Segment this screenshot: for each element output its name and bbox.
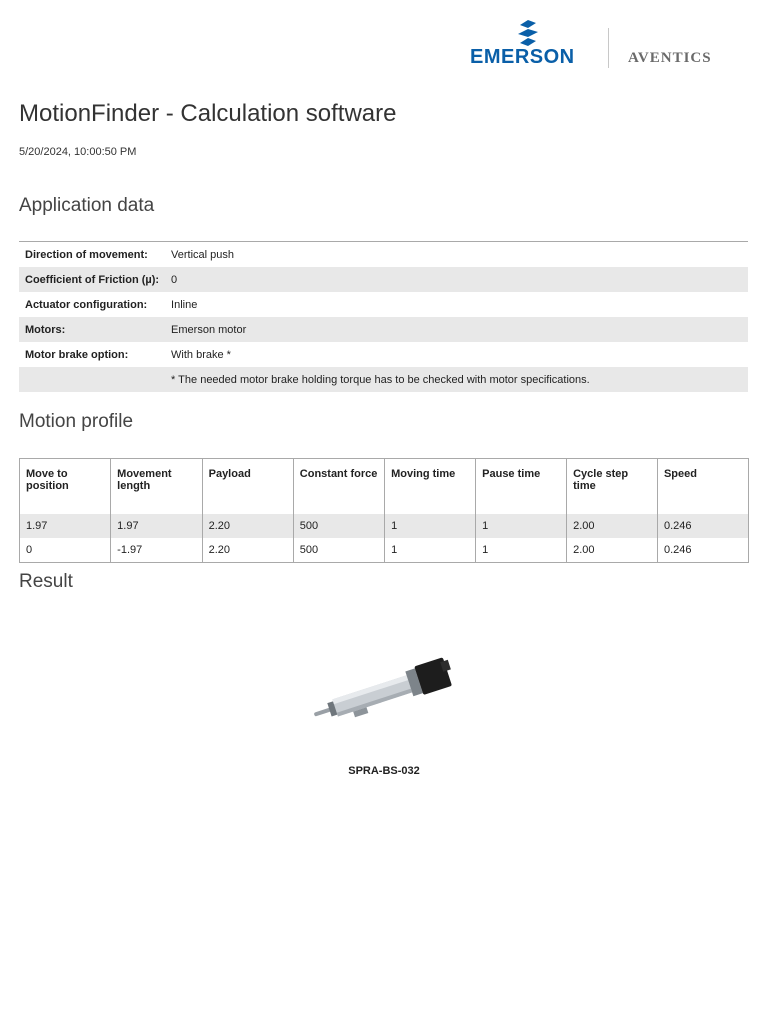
- row-value: Inline: [171, 298, 198, 311]
- column-header: Movement length: [111, 459, 202, 515]
- table-cell: 1: [385, 514, 476, 538]
- row-label: Direction of movement:: [25, 248, 148, 261]
- column-header: Speed: [657, 459, 748, 515]
- table-cell: 1.97: [111, 514, 202, 538]
- actuator-product-image: [308, 645, 460, 735]
- table-row: [20, 514, 749, 538]
- motion-profile-heading: Motion profile: [19, 411, 134, 432]
- row-label: Motor brake option:: [25, 348, 129, 361]
- application-data-heading: Application data: [19, 195, 155, 216]
- column-header: Constant force: [293, 459, 384, 515]
- table-row: [19, 267, 748, 292]
- table-cell: 500: [293, 514, 384, 538]
- emerson-mark-icon: [516, 18, 542, 48]
- table-row: [19, 242, 748, 268]
- page-title: MotionFinder - Calculation software: [19, 100, 397, 127]
- product-label: SPRA-BS-032: [348, 765, 420, 777]
- table-cell: 1: [476, 514, 567, 538]
- row-label: Coefficient of Friction (µ):: [19, 267, 165, 292]
- row-label: Motors:: [19, 317, 165, 342]
- table-row: [20, 538, 749, 563]
- table-cell: 0.246: [657, 514, 748, 538]
- aventics-wordmark: AVENTICS: [628, 50, 712, 66]
- column-header: Pause time: [476, 459, 567, 515]
- table-cell: 2.00: [567, 538, 658, 563]
- emerson-logo: [470, 16, 600, 72]
- column-header: Move to position: [20, 459, 111, 515]
- row-value: 0: [165, 267, 748, 292]
- table-cell: 1.97: [20, 514, 111, 538]
- column-header: Moving time: [385, 459, 476, 515]
- brake-footnote: * The needed motor brake holding torque has to be checked with motor specifications.: [165, 367, 748, 392]
- column-header: Payload: [202, 459, 293, 515]
- motion-profile-table: [19, 458, 749, 563]
- logo-divider: [608, 28, 609, 68]
- table-row: [19, 317, 748, 342]
- row-label: Actuator configuration:: [25, 298, 148, 311]
- table-cell: 0.246: [657, 538, 748, 563]
- table-cell: 2.20: [202, 514, 293, 538]
- table-cell: 0: [20, 538, 111, 563]
- column-header: Cycle step time: [567, 459, 658, 515]
- table-cell: 500: [293, 538, 384, 563]
- emerson-wordmark: EMERSON: [470, 46, 575, 68]
- table-cell: 2.20: [202, 538, 293, 563]
- table-cell: 2.00: [567, 514, 658, 538]
- table-row: [19, 367, 748, 392]
- table-row: [19, 292, 748, 317]
- table-cell: 1: [385, 538, 476, 563]
- result-heading: Result: [19, 571, 73, 592]
- row-value: With brake *: [171, 348, 231, 361]
- table-header-row: [20, 459, 749, 515]
- row-value: Vertical push: [171, 248, 235, 261]
- table-cell: 1: [476, 538, 567, 563]
- table-cell: -1.97: [111, 538, 202, 563]
- timestamp: 5/20/2024, 10:00:50 PM: [19, 146, 137, 158]
- application-data-table: [19, 241, 748, 392]
- row-value: Emerson motor: [165, 317, 748, 342]
- header-logos: [470, 16, 740, 72]
- row-label: [19, 367, 165, 392]
- table-row: [19, 342, 748, 367]
